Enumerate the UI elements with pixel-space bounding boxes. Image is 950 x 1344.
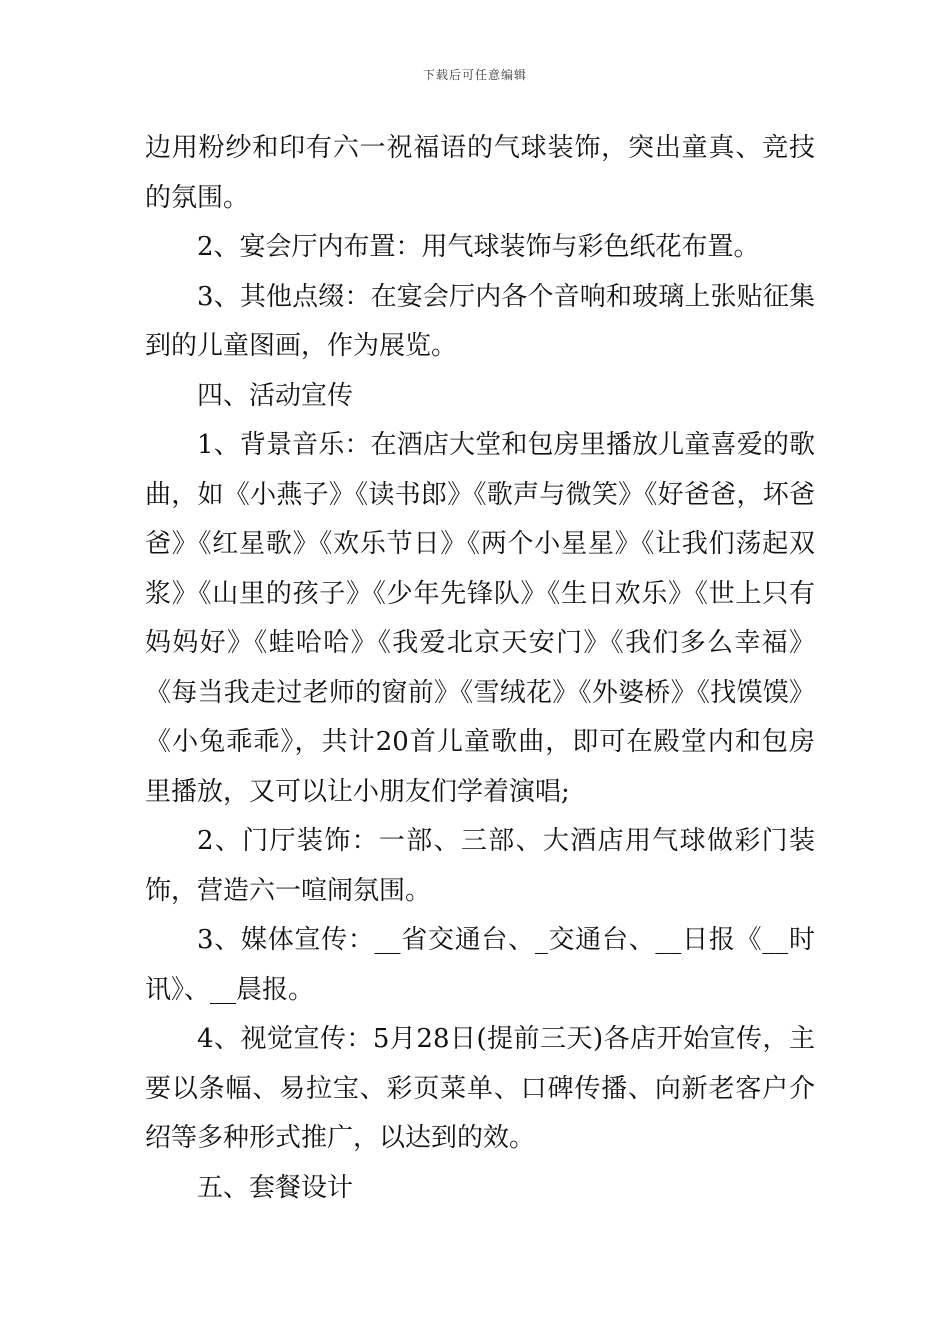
section-heading: 四、活动宣传 xyxy=(197,380,354,411)
paragraph: 2、门厅装饰：一部、三部、大酒店用气球做彩门装饰，营造六一喧闹氛围。 xyxy=(145,826,815,906)
paragraph: 3、媒体宣传：__省交通台、_交通台、__日报《__时讯》、__晨报。 xyxy=(145,925,815,1005)
paragraph: 1、背景音乐：在酒店大堂和包房里播放儿童喜爱的歌曲，如《小燕子》《读书郎》《歌声与微笑》《好爸爸，坏爸爸》《红星歌》《欢乐节日》《两个小星星》《让我们荡起双浆》《山里的孩子》《少年先锋队》《生日欢乐》《世上只有妈妈好》《蛙哈哈》《我爱北京天安门》《我们多么幸福》《每当我走过老师的窗前》《雪绒花》《外婆桥》《找馍馍》《小兔乖乖》，共计20首儿童歌曲，即可在殿堂内和包房里播放，又可以让小朋友们学着演唱; xyxy=(145,430,815,807)
paragraph: 4、视觉宣传：5月28日(提前三天)各店开始宣传，主要以条幅、易拉宝、彩页菜单、口碑传播、向新老客户介绍等多种形式推广，以达到的效。 xyxy=(145,1024,815,1153)
paragraph: 2、宴会厅内布置：用气球装饰与彩色纸花布置。 xyxy=(197,232,760,262)
page-header-note: 下载后可任意编辑 xyxy=(422,68,527,82)
paragraph: 3、其他点缀：在宴会厅内各个音响和玻璃上张贴征集到的儿童图画，作为展览。 xyxy=(145,281,815,361)
section-heading: 五、套餐设计 xyxy=(197,1172,354,1203)
document-body xyxy=(145,124,815,1213)
paragraph: 边用粉纱和印有六一祝福语的气球装饰，突出童真、竞技的氛围。 xyxy=(145,133,815,213)
